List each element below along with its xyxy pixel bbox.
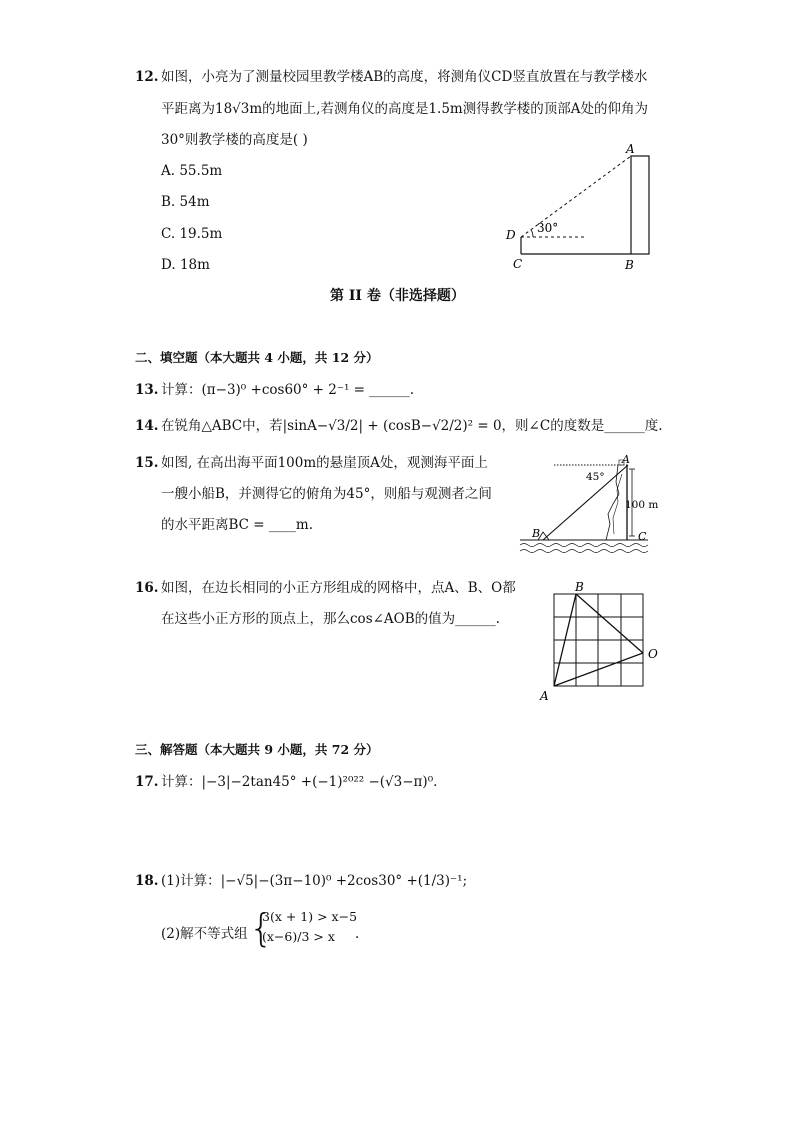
q13-text: 计算：(π−3)⁰ +cos60° + 2⁻¹ = ______. xyxy=(161,382,415,398)
q12-line3: 30°则教学楼的高度是( ) xyxy=(161,132,308,148)
label-d: D xyxy=(506,228,516,242)
q15-line3: 的水平距离BC = ____m. xyxy=(161,517,313,533)
q15-figure xyxy=(518,452,658,562)
label-b: B xyxy=(532,527,541,540)
inequality-1: 3(x + 1) > x−5 xyxy=(262,909,358,924)
q17-number: 17. xyxy=(135,774,159,790)
q18-period: . xyxy=(355,926,360,942)
q12-option-d[interactable] xyxy=(161,257,210,273)
section2-heading: 二、填空题（本大题共 4 小题，共 12 分） xyxy=(135,350,379,365)
q16-line1: 如图，在边长相同的小正方形组成的网格中，点A、B、O都 xyxy=(161,580,516,596)
label-b: B xyxy=(625,258,634,272)
label-a: A xyxy=(540,689,549,703)
wave-2 xyxy=(520,550,648,553)
wave-1 xyxy=(520,544,648,547)
grid xyxy=(554,594,643,686)
option-text: 54m xyxy=(179,194,210,210)
label-a: A xyxy=(626,142,635,156)
label-c: C xyxy=(513,257,523,271)
section3-heading: 三、解答题（本大题共 9 小题，共 72 分） xyxy=(135,742,379,757)
option-text: 19.5m xyxy=(179,226,223,242)
option-text: 55.5m xyxy=(179,163,223,179)
q15-line2: 一艘小船B，并测得它的俯角为45°，则船与观测者之间 xyxy=(161,486,492,502)
option-text: 18m xyxy=(179,257,210,273)
q12-line2 xyxy=(161,101,648,117)
angle-arc xyxy=(531,230,533,237)
height-label: 100 m xyxy=(625,499,659,511)
q16-line2: 在这些小正方形的顶点上，那么cos∠AOB的值为______. xyxy=(161,611,500,627)
system-brace: { xyxy=(249,906,274,950)
q18-part1: (1)计算：|−√5|−(3π−10)⁰ +2cos30° +(1/3)⁻¹; xyxy=(161,873,468,889)
label-b: B xyxy=(575,580,584,594)
q18-number: 18. xyxy=(135,873,159,889)
q12-line2-b: 的地面上,若测角仪的高度是1.5m测得教学楼的顶部A处的仰角为 xyxy=(262,101,648,117)
q12-figure xyxy=(500,138,670,273)
option-letter: A. xyxy=(161,163,176,179)
q12-distance: 18√3m xyxy=(215,101,263,117)
q13-number: 13. xyxy=(135,382,159,398)
q17-text: 计算：|−3|−2tan45° +(−1)²⁰²² −(√3−π)⁰. xyxy=(161,774,438,790)
segment-bo xyxy=(576,594,643,653)
q15-line1: 如图, 在高出海平面100m的悬崖顶A处，观测海平面上 xyxy=(161,455,488,471)
option-letter: D. xyxy=(161,257,176,273)
inequality-2: (x−6)/3 > x xyxy=(262,929,335,944)
angle-label: 45° xyxy=(586,471,605,483)
cliff-hatch xyxy=(613,474,622,534)
q18-part2-label: (2)解不等式组 xyxy=(161,926,248,942)
q12-option-b[interactable] xyxy=(161,194,210,210)
q12-line1: 如图，小亮为了测量校园里教学楼AB的高度，将测角仪CD竖直放置在与教学楼水 xyxy=(161,69,648,85)
q14-text: 在锐角△ABC中，若|sinA−√3/2| + (cosB−√2/2)² = 0，则∠C的度数是______度. xyxy=(161,418,663,434)
option-letter: C. xyxy=(161,226,176,242)
q12-line2-a: 平距离为 xyxy=(161,101,215,117)
q16-grid-figure xyxy=(540,578,670,703)
label-c: C xyxy=(638,530,647,543)
cliff-face xyxy=(606,465,619,540)
q12-option-a[interactable] xyxy=(161,163,222,179)
option-letter: B. xyxy=(161,194,176,210)
q12-option-c[interactable] xyxy=(161,226,222,242)
q14-number: 14. xyxy=(135,418,159,434)
part2-title: 第 II 卷（非选择题） xyxy=(330,288,465,304)
label-a: A xyxy=(622,453,630,466)
angle-label: 30° xyxy=(537,221,559,235)
q16-number: 16. xyxy=(135,580,159,596)
q12-number: 12. xyxy=(135,69,159,85)
q15-number: 15. xyxy=(135,455,159,471)
building-ab xyxy=(631,156,649,254)
label-o: O xyxy=(648,647,658,661)
